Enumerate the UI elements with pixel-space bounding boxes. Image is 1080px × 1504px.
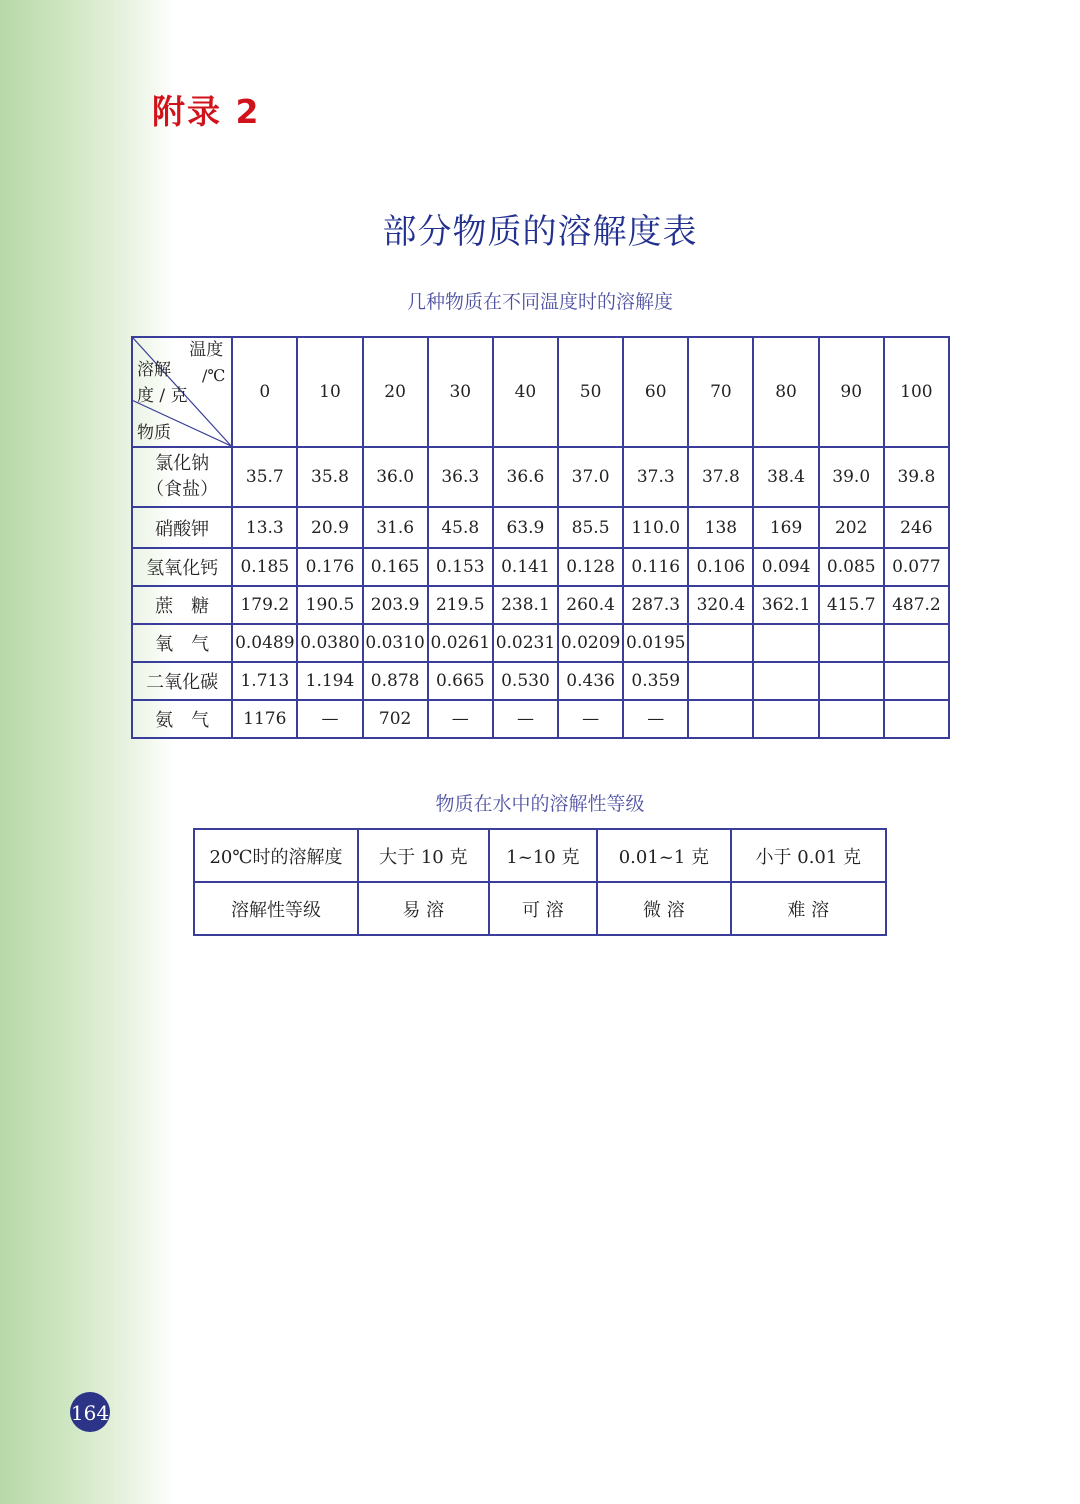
solubility-value-cell: 0.077 — [884, 548, 949, 586]
table-row — [132, 624, 949, 662]
solubility-value-cell: 320.4 — [688, 586, 753, 624]
solubility-value-cell — [819, 700, 884, 738]
table-row — [132, 507, 949, 548]
solubility-value-cell: 13.3 — [232, 507, 297, 548]
solubility-value-cell: — — [623, 700, 688, 738]
solubility-value-cell: 1.713 — [232, 662, 297, 700]
solubility-value-cell: 0.0380 — [297, 624, 362, 662]
solubility-value-cell: 203.9 — [363, 586, 428, 624]
grade-row-level — [194, 882, 886, 935]
solubility-value-cell: 0.094 — [753, 548, 818, 586]
temperature-header-cell: 30 — [428, 337, 493, 447]
solubility-value-cell: 0.085 — [819, 548, 884, 586]
grade-cell: 微 溶 — [597, 882, 730, 935]
temperature-header-cell: 70 — [688, 337, 753, 447]
solubility-value-cell — [884, 700, 949, 738]
solubility-value-cell: — — [493, 700, 558, 738]
solubility-value-cell: — — [558, 700, 623, 738]
grade-cell: 大于 10 克 — [358, 829, 489, 882]
solubility-value-cell: — — [297, 700, 362, 738]
solubility-value-cell — [753, 624, 818, 662]
table-row — [132, 662, 949, 700]
grade-table-caption: 物质在水中的溶解性等级 — [435, 793, 645, 815]
page-number: 164 — [70, 1401, 110, 1425]
diagonal-header-cell — [132, 337, 232, 447]
substance-name-cell: 氧 气 — [132, 624, 232, 662]
solubility-value-cell: 190.5 — [297, 586, 362, 624]
solubility-value-cell: 138 — [688, 507, 753, 548]
table-row — [132, 586, 949, 624]
solubility-value-cell: 1.194 — [297, 662, 362, 700]
temperature-unit: /℃ — [201, 366, 226, 385]
solubility-value-cell: 202 — [819, 507, 884, 548]
table-row — [132, 447, 949, 507]
grade-cell: 20℃时的溶解度 — [194, 829, 358, 882]
solubility-value-cell: 0.436 — [558, 662, 623, 700]
header-row — [132, 337, 949, 447]
solubility-value-cell: — — [428, 700, 493, 738]
substance-label: 物质 — [137, 423, 171, 443]
solubility-value-cell: 63.9 — [493, 507, 558, 548]
grade-cell: 0.01~1 克 — [597, 829, 730, 882]
temperature-header-cell: 10 — [297, 337, 362, 447]
solubility-value-cell: 415.7 — [819, 586, 884, 624]
solubility-table — [131, 336, 950, 739]
solubility-value-cell — [884, 662, 949, 700]
solubility-value-cell — [819, 662, 884, 700]
solubility-value-cell: 0.176 — [297, 548, 362, 586]
solubility-value-cell: 1176 — [232, 700, 297, 738]
solubility-value-cell: 37.0 — [558, 447, 623, 507]
temperature-header-cell: 60 — [623, 337, 688, 447]
solubility-value-cell — [688, 624, 753, 662]
solubility-value-cell: 0.665 — [428, 662, 493, 700]
temperature-header-cell: 0 — [232, 337, 297, 447]
solubility-value-cell: 0.153 — [428, 548, 493, 586]
solubility-value-cell: 0.185 — [232, 548, 297, 586]
grade-cell: 1~10 克 — [489, 829, 598, 882]
solubility-value-cell — [688, 700, 753, 738]
page-title: 部分物质的溶解度表 — [382, 212, 698, 252]
solubility-value-cell — [753, 700, 818, 738]
temperature-header-cell: 90 — [819, 337, 884, 447]
solubility-value-cell: 487.2 — [884, 586, 949, 624]
solubility-value-cell: 35.8 — [297, 447, 362, 507]
grade-cell: 难 溶 — [731, 882, 886, 935]
solubility-value-cell: 0.128 — [558, 548, 623, 586]
substance-name: 氯化钠 — [155, 452, 210, 474]
solubility-value-cell: 36.3 — [428, 447, 493, 507]
solubility-value-cell — [819, 624, 884, 662]
solubility-value-cell: 37.8 — [688, 447, 753, 507]
solubility-value-cell: 702 — [363, 700, 428, 738]
solubility-value-cell: 287.3 — [623, 586, 688, 624]
substance-name-cell: 二氧化碳 — [132, 662, 232, 700]
solubility-value-cell: 238.1 — [493, 586, 558, 624]
substance-name-cell — [132, 447, 232, 507]
solubility-label-line2: 度 / 克 — [137, 386, 188, 406]
solubility-value-cell: 179.2 — [232, 586, 297, 624]
solubility-value-cell: 0.141 — [493, 548, 558, 586]
temperature-header-cell: 40 — [493, 337, 558, 447]
temperature-header-cell: 80 — [753, 337, 818, 447]
solubility-value-cell: 39.8 — [884, 447, 949, 507]
temperature-header-cell: 50 — [558, 337, 623, 447]
solubility-value-cell: 0.0209 — [558, 624, 623, 662]
solubility-value-cell: 31.6 — [363, 507, 428, 548]
solubility-value-cell: 0.116 — [623, 548, 688, 586]
solubility-value-cell — [753, 662, 818, 700]
temperature-header-cell: 100 — [884, 337, 949, 447]
solubility-value-cell: 110.0 — [623, 507, 688, 548]
table-row — [132, 700, 949, 738]
solubility-value-cell: 85.5 — [558, 507, 623, 548]
table-row — [132, 548, 949, 586]
solubility-value-cell: 35.7 — [232, 447, 297, 507]
substance-name-cell: 氢氧化钙 — [132, 548, 232, 586]
solubility-value-cell: 20.9 — [297, 507, 362, 548]
solubility-value-cell: 36.0 — [363, 447, 428, 507]
solubility-value-cell: 362.1 — [753, 586, 818, 624]
solubility-value-cell: 0.0231 — [493, 624, 558, 662]
solubility-value-cell: 260.4 — [558, 586, 623, 624]
substance-name-cell: 氨 气 — [132, 700, 232, 738]
solubility-value-cell: 0.878 — [363, 662, 428, 700]
substance-name-cell: 蔗 糖 — [132, 586, 232, 624]
solubility-value-cell: 0.0489 — [232, 624, 297, 662]
solubility-value-cell: 37.3 — [623, 447, 688, 507]
solubility-value-cell: 169 — [753, 507, 818, 548]
solubility-value-cell: 0.359 — [623, 662, 688, 700]
solubility-value-cell: 45.8 — [428, 507, 493, 548]
solubility-value-cell: 246 — [884, 507, 949, 548]
solubility-value-cell: 39.0 — [819, 447, 884, 507]
appendix-title: 附录 2 — [152, 92, 261, 131]
grade-cell: 小于 0.01 克 — [731, 829, 886, 882]
solubility-value-cell: 36.6 — [493, 447, 558, 507]
temperature-label: 温度 — [189, 340, 224, 360]
grade-cell: 可 溶 — [489, 882, 598, 935]
temperature-header-cell: 20 — [363, 337, 428, 447]
solubility-value-cell: 38.4 — [753, 447, 818, 507]
solubility-value-cell: 0.0261 — [428, 624, 493, 662]
solubility-value-cell — [884, 624, 949, 662]
solubility-value-cell: 219.5 — [428, 586, 493, 624]
solubility-value-cell: 0.106 — [688, 548, 753, 586]
grade-cell: 溶解性等级 — [194, 882, 358, 935]
grade-cell: 易 溶 — [358, 882, 489, 935]
grade-row-solubility — [194, 829, 886, 882]
solubility-value-cell: 0.165 — [363, 548, 428, 586]
solubility-value-cell: 0.0310 — [363, 624, 428, 662]
substance-alias: （食盐） — [146, 479, 219, 500]
solubility-value-cell: 0.0195 — [623, 624, 688, 662]
solubility-table-caption: 几种物质在不同温度时的溶解度 — [406, 291, 673, 313]
solubility-value-cell: 0.530 — [493, 662, 558, 700]
solubility-value-cell — [688, 662, 753, 700]
solubility-grade-table — [193, 828, 887, 936]
substance-name-cell: 硝酸钾 — [132, 507, 232, 548]
solubility-label-line1: 溶解 — [137, 360, 171, 380]
